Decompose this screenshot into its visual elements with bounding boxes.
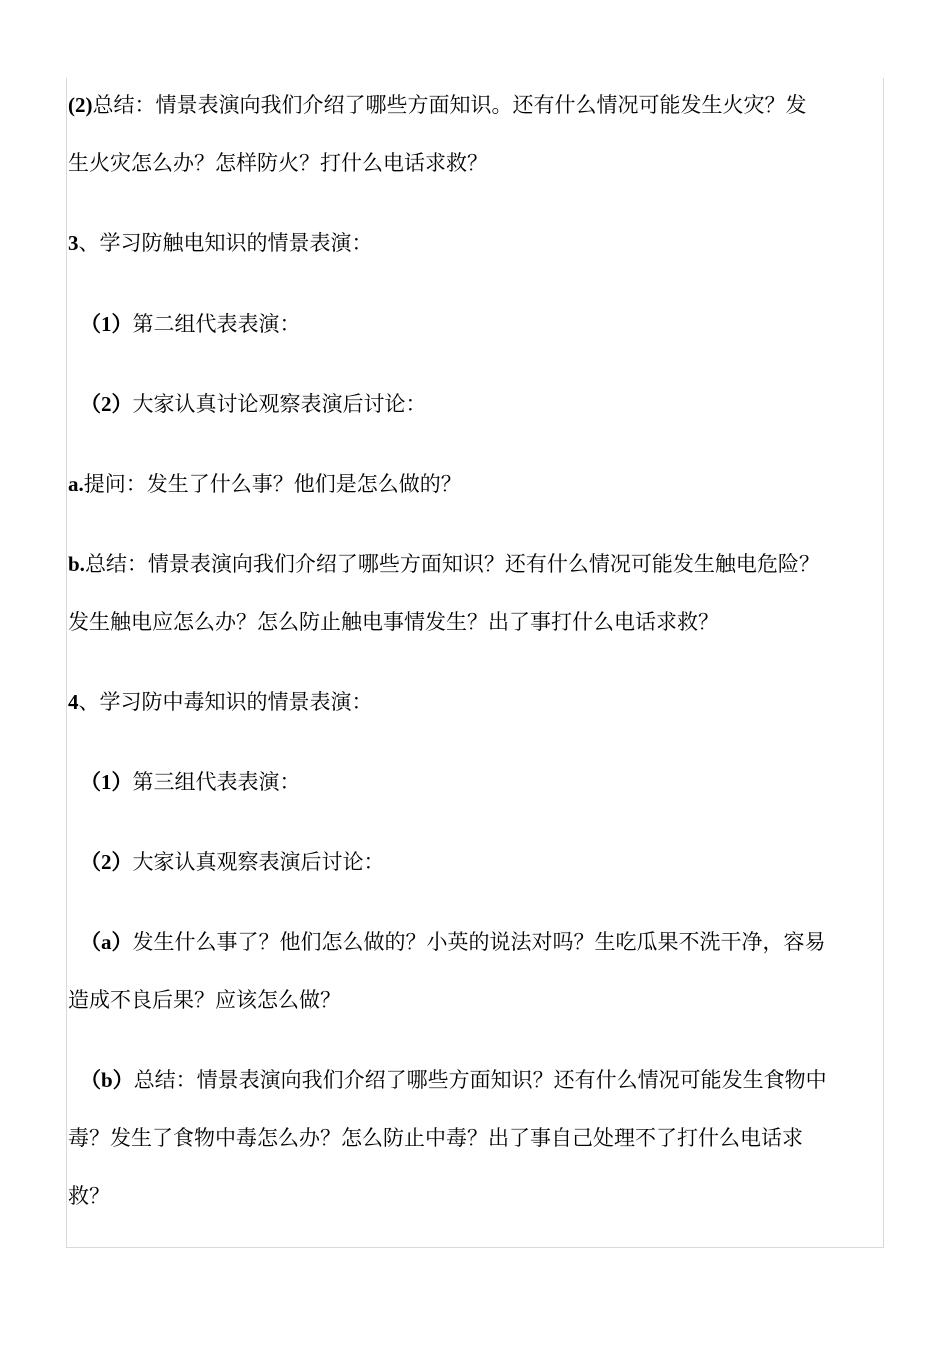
item-text: 总结：情景表演向我们介绍了哪些方面知识？还有什么情况可能发生触电危险？ [84,552,820,576]
section-4-item-a-line-2: 造成不良后果？应该怎么做？ [68,988,341,1012]
section-3-item-b-line-1 [68,549,820,579]
item-marker: a. [68,472,84,496]
section-4-item-b-line-3: 救？ [68,1184,110,1208]
item-text: 提问：发生了什么事？他们是怎么做的？ [83,472,462,496]
section-3-heading [68,228,373,258]
item-text: 总结：情景表演向我们介绍了哪些方面知识？还有什么情况可能发生食物中 [133,1068,827,1092]
section-number: 3 [68,231,79,255]
section-title: 、学习防触电知识的情景表演： [78,231,373,255]
item-text: 大家认真讨论观察表演后讨论： [132,392,427,416]
section-4-item-1 [80,767,301,797]
section-3-item-2 [80,389,427,419]
section-3-item-b-line-2: 发生触电应怎么办？怎么防止触电事情发生？出了事打什么电话求救？ [68,610,719,634]
section-4-item-a-line-1 [80,927,826,957]
section-title: 、学习防中毒知识的情景表演： [78,690,373,714]
item-marker: （b） [80,1068,134,1092]
paragraph-text: 总结：情景表演向我们介绍了哪些方面知识。还有什么情况可能发生火灾？发 [92,93,807,117]
item-text: 第二组代表表演： [132,312,301,336]
item-text: 大家认真观察表演后讨论： [132,850,385,874]
summary-fire-line-2: 生火灾怎么办？怎样防火？打什么电话求救？ [68,151,488,175]
section-4-item-b-line-1 [80,1065,827,1095]
summary-fire-line-1 [68,90,807,120]
section-3-item-1 [80,309,301,339]
item-text: 第三组代表表演： [132,770,301,794]
item-marker: （2） [80,392,133,416]
section-4-item-b-line-2: 毒？发生了食物中毒怎么办？怎么防止中毒？出了事自己处理不了打什么电话求 [68,1126,803,1150]
section-4-heading [68,687,373,717]
section-number: 4 [68,690,79,714]
item-marker: （a） [80,930,133,954]
item-marker: （1） [80,312,133,336]
item-text: 发生什么事了？他们怎么做的？小英的说法对吗？生吃瓜果不洗干净，容易 [132,930,826,954]
item-marker: （2） [80,850,133,874]
item-marker: b. [68,552,85,576]
section-4-item-2 [80,847,385,877]
section-3-item-a [68,469,462,499]
item-marker: (2) [68,93,93,117]
item-marker: （1） [80,770,133,794]
